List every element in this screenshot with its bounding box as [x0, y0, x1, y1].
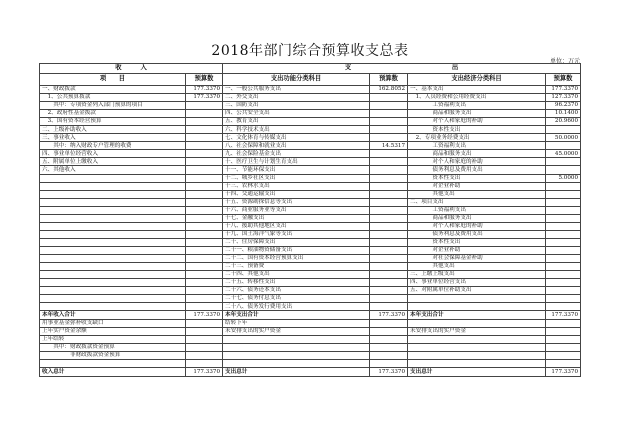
- item-cell: 工资福利支出: [408, 206, 546, 214]
- item-cell: 一、一般公共服务支出: [223, 86, 370, 94]
- budget-cell: [370, 352, 408, 360]
- budget-cell: [546, 254, 581, 262]
- item-cell: 五、对附属单位补助支出: [408, 287, 546, 295]
- budget-cell: [370, 263, 408, 271]
- budget-cell: [186, 134, 223, 142]
- budget-cell: [186, 295, 223, 303]
- budget-cell: [370, 230, 408, 238]
- budget-cell: [546, 279, 581, 287]
- budget-summary-table: [39, 63, 581, 377]
- item-cell: [40, 190, 186, 198]
- budget-cell: [370, 246, 408, 254]
- budget-cell: 45.0000: [546, 150, 581, 158]
- budget-cell: [546, 360, 581, 368]
- item-cell: [40, 295, 186, 303]
- item-cell: 商品和服务支出: [408, 150, 546, 158]
- item-cell: [40, 222, 186, 230]
- item-cell: 五、教育支出: [223, 118, 370, 126]
- table-row: [40, 230, 581, 238]
- item-cell: [40, 214, 186, 222]
- budget-cell: [370, 319, 408, 327]
- item-cell: 债务利息及费用支出: [408, 230, 546, 238]
- table-row: [40, 246, 581, 254]
- item-cell: [40, 279, 186, 287]
- item-cell: 二、上级补助收入: [40, 126, 186, 134]
- budget-cell: 177.3370: [370, 368, 408, 377]
- item-cell: [223, 335, 370, 343]
- table-row: [40, 254, 581, 262]
- table-row: [40, 118, 581, 126]
- item-cell: 结转下年: [223, 319, 370, 327]
- item-cell: 对个人和家庭的补助: [408, 158, 546, 166]
- grand-total-row: [40, 368, 581, 377]
- budget-cell: [186, 166, 223, 174]
- table-row: [40, 86, 581, 94]
- item-cell: 其中：专项资金列入部门预算的项目: [40, 102, 186, 110]
- budget-cell: [546, 198, 581, 206]
- budget-cell: [370, 343, 408, 351]
- budget-cell: [370, 303, 408, 311]
- item-cell: 对企业补助: [408, 182, 546, 190]
- budget-cell: [370, 206, 408, 214]
- table-row: [40, 303, 581, 311]
- item-cell: 十三、农林水支出: [223, 182, 370, 190]
- budget-cell: [546, 238, 581, 246]
- item-cell: 商品和服务支出: [408, 214, 546, 222]
- item-cell: 用事业基金弥补收支缺口: [40, 319, 186, 327]
- item-cell: [408, 303, 546, 311]
- budget-cell: 177.3370: [186, 311, 223, 320]
- item-cell: 十四、交通运输支出: [223, 190, 370, 198]
- budget-cell: [546, 206, 581, 214]
- item-cell: 二十七、债务付息支出: [223, 295, 370, 303]
- item-cell: 资本性支出: [408, 238, 546, 246]
- item-cell: 五、附属单位上缴收入: [40, 158, 186, 166]
- item-cell: [40, 303, 186, 311]
- item-cell: 3、国有资本经营预算: [40, 118, 186, 126]
- budget-cell: [370, 182, 408, 190]
- item-cell: 二十六、债务还本支出: [223, 287, 370, 295]
- budget-cell: [370, 327, 408, 335]
- item-cell: [40, 174, 186, 182]
- budget-cell: [370, 295, 408, 303]
- table-row: [40, 198, 581, 206]
- budget-cell: [546, 319, 581, 327]
- item-cell: 十九、国土海洋气象等支出: [223, 230, 370, 238]
- item-cell: 支出总计: [408, 368, 546, 377]
- budget-cell: [186, 271, 223, 279]
- item-cell: [408, 295, 546, 303]
- item-cell: [40, 246, 186, 254]
- budget-cell: [186, 343, 223, 351]
- budget-cell: [546, 335, 581, 343]
- budget-cell: [186, 102, 223, 110]
- budget-cell: [546, 352, 581, 360]
- item-cell: 一、基本支出: [408, 86, 546, 94]
- item-cell: 二十四、其他支出: [223, 271, 370, 279]
- budget-cell: [546, 222, 581, 230]
- table-row: [40, 360, 581, 368]
- budget-cell: [546, 263, 581, 271]
- col-item-header: 项 目: [40, 74, 186, 86]
- item-cell: 二十三、预备费: [223, 263, 370, 271]
- item-cell: 七、文化体育与传媒支出: [223, 134, 370, 142]
- item-cell: 二十五、转移性支出: [223, 279, 370, 287]
- budget-cell: [370, 174, 408, 182]
- budget-cell: 14.5317: [370, 142, 408, 150]
- item-cell: 十二、城乡社区支出: [223, 174, 370, 182]
- budget-cell: [370, 150, 408, 158]
- item-cell: 上年结转: [40, 335, 186, 343]
- table-row: [40, 263, 581, 271]
- item-cell: 对个人和家庭的补助: [408, 118, 546, 126]
- table-row: [40, 327, 581, 335]
- col-budget-header: 预算数: [186, 74, 223, 86]
- item-cell: 三、上缴上级支出: [408, 271, 546, 279]
- budget-cell: [546, 190, 581, 198]
- table-row: [40, 134, 581, 142]
- item-cell: [223, 343, 370, 351]
- budget-cell: 162.8052: [370, 86, 408, 94]
- budget-cell: 177.3370: [546, 368, 581, 377]
- budget-cell: [370, 110, 408, 118]
- table-row: [40, 166, 581, 174]
- table-row: [40, 238, 581, 246]
- item-cell: 非财政拨款资金预算: [40, 352, 186, 360]
- budget-cell: [370, 287, 408, 295]
- budget-cell: [186, 287, 223, 295]
- budget-cell: [186, 174, 223, 182]
- budget-cell: [186, 279, 223, 287]
- item-cell: [40, 254, 186, 262]
- budget-cell: 177.3370: [546, 86, 581, 94]
- item-cell: 十八、援助其他地区支出: [223, 222, 370, 230]
- budget-cell: [546, 271, 581, 279]
- table-row: [40, 150, 581, 158]
- budget-cell: [546, 166, 581, 174]
- item-cell: 十七、金融支出: [223, 214, 370, 222]
- item-cell: [40, 360, 186, 368]
- item-cell: 上年实户资金余额: [40, 327, 186, 335]
- budget-cell: [370, 118, 408, 126]
- year-total-row: [40, 311, 581, 320]
- budget-cell: [370, 279, 408, 287]
- item-cell: 其中：财政拨款资金预算: [40, 343, 186, 351]
- budget-cell: [546, 214, 581, 222]
- item-cell: [40, 230, 186, 238]
- budget-cell: 127.3370: [546, 94, 581, 102]
- item-cell: [40, 198, 186, 206]
- table-row: [40, 214, 581, 222]
- item-cell: 三、事业收入: [40, 134, 186, 142]
- item-cell: 一、财政拨款: [40, 86, 186, 94]
- budget-cell: [546, 343, 581, 351]
- table-row: [40, 319, 581, 327]
- item-cell: 对企业补助: [408, 246, 546, 254]
- item-cell: 1、人员经费和公用经费支出: [408, 94, 546, 102]
- item-cell: 二、外交支出: [223, 94, 370, 102]
- item-cell: 六、科学技术支出: [223, 126, 370, 134]
- budget-cell: [546, 295, 581, 303]
- item-cell: 十五、资源勘探信息等支出: [223, 198, 370, 206]
- table-row: [40, 158, 581, 166]
- table-row: [40, 94, 581, 102]
- item-cell: 十一、节能环保支出: [223, 166, 370, 174]
- budget-cell: [546, 142, 581, 150]
- item-cell: 六、其他收入: [40, 166, 186, 174]
- item-cell: 2、专项业务经费支出: [408, 134, 546, 142]
- table-row: [40, 110, 581, 118]
- budget-cell: [546, 230, 581, 238]
- budget-cell: [186, 360, 223, 368]
- budget-cell: [370, 134, 408, 142]
- budget-cell: [186, 142, 223, 150]
- table-row: [40, 206, 581, 214]
- budget-cell: [546, 287, 581, 295]
- item-cell: 资本性支出: [408, 174, 546, 182]
- table-row: [40, 295, 581, 303]
- item-cell: 债务利息及费用支出: [408, 166, 546, 174]
- budget-cell: [370, 335, 408, 343]
- item-cell: 对社会保障基金补助: [408, 254, 546, 262]
- budget-cell: [186, 182, 223, 190]
- col-func-header: 支出功能分类科目: [223, 74, 370, 86]
- budget-cell: 177.3370: [370, 311, 408, 320]
- item-cell: 二、项目支出: [408, 198, 546, 206]
- item-cell: [40, 287, 186, 295]
- budget-cell: 96.2370: [546, 102, 581, 110]
- budget-cell: [186, 335, 223, 343]
- item-cell: 收入总计: [40, 368, 186, 377]
- budget-cell: [186, 352, 223, 360]
- budget-cell: [186, 263, 223, 271]
- item-cell: 十六、商业服务业等支出: [223, 206, 370, 214]
- table-row: [40, 271, 581, 279]
- budget-cell: [370, 254, 408, 262]
- budget-cell: [186, 303, 223, 311]
- item-cell: [408, 343, 546, 351]
- col-budget-header: 预算数: [546, 74, 581, 86]
- table-row: [40, 352, 581, 360]
- item-cell: 未安排支出的实户资金: [408, 327, 546, 335]
- budget-cell: [186, 246, 223, 254]
- budget-cell: [370, 214, 408, 222]
- item-cell: 2、政府性基金拨款: [40, 110, 186, 118]
- item-cell: 支出总计: [223, 368, 370, 377]
- budget-cell: [370, 222, 408, 230]
- budget-cell: [546, 246, 581, 254]
- item-cell: 资本性支出: [408, 126, 546, 134]
- item-cell: [408, 360, 546, 368]
- item-cell: [223, 352, 370, 360]
- item-cell: 本年收入合计: [40, 311, 186, 320]
- item-cell: 对个人和家庭的补助: [408, 222, 546, 230]
- budget-cell: [186, 126, 223, 134]
- budget-cell: [546, 158, 581, 166]
- item-cell: [408, 319, 546, 327]
- item-cell: 二十一、粮油物资储备支出: [223, 246, 370, 254]
- item-cell: 二十、住房保障支出: [223, 238, 370, 246]
- budget-cell: 50.0000: [546, 134, 581, 142]
- col-econ-header: 支出经济分类科目: [408, 74, 546, 86]
- budget-cell: [186, 319, 223, 327]
- item-cell: [40, 271, 186, 279]
- budget-cell: 177.3370: [186, 86, 223, 94]
- budget-cell: 177.3370: [186, 368, 223, 377]
- budget-cell: 20.9600: [546, 118, 581, 126]
- budget-cell: [186, 230, 223, 238]
- budget-cell: 177.3370: [186, 94, 223, 102]
- table-row: [40, 142, 581, 150]
- table-row: [40, 279, 581, 287]
- budget-cell: [186, 222, 223, 230]
- income-header: 收 入: [40, 64, 223, 74]
- budget-cell: [370, 238, 408, 246]
- item-cell: [40, 263, 186, 271]
- item-cell: 1、公共预算拨款: [40, 94, 186, 102]
- col-budget-header: 预算数: [370, 74, 408, 86]
- budget-cell: [370, 126, 408, 134]
- expense-header: 支 出: [223, 64, 581, 74]
- budget-cell: [186, 110, 223, 118]
- budget-cell: [186, 150, 223, 158]
- budget-cell: [186, 158, 223, 166]
- item-cell: 八、社会保障和就业支出: [223, 142, 370, 150]
- budget-cell: [186, 206, 223, 214]
- budget-cell: [186, 327, 223, 335]
- item-cell: 其他支出: [408, 190, 546, 198]
- budget-cell: [546, 303, 581, 311]
- budget-cell: [186, 198, 223, 206]
- table-row: [40, 174, 581, 182]
- item-cell: 十、医疗卫生与计划生育支出: [223, 158, 370, 166]
- item-cell: 未安排支出的实户资金: [223, 327, 370, 335]
- item-cell: [40, 238, 186, 246]
- budget-cell: [370, 190, 408, 198]
- item-cell: 四、事业单位经营收入: [40, 150, 186, 158]
- budget-cell: [546, 182, 581, 190]
- budget-cell: [186, 118, 223, 126]
- item-cell: 商品和服务支出: [408, 110, 546, 118]
- unit-label: 单位：万元: [549, 58, 580, 65]
- budget-cell: 177.3370: [546, 311, 581, 320]
- item-cell: [40, 206, 186, 214]
- item-cell: 工资福利支出: [408, 102, 546, 110]
- table-row: [40, 102, 581, 110]
- budget-cell: [370, 360, 408, 368]
- item-cell: [223, 360, 370, 368]
- budget-cell: [370, 166, 408, 174]
- budget-cell: 10.1400: [546, 110, 581, 118]
- table-row: [40, 182, 581, 190]
- table-row: [40, 126, 581, 134]
- table-row: [40, 287, 581, 295]
- item-cell: [408, 335, 546, 343]
- budget-cell: [186, 214, 223, 222]
- item-cell: 本年支出合计: [408, 311, 546, 320]
- item-cell: 二十二、国有资本经营预算支出: [223, 254, 370, 262]
- budget-cell: [370, 94, 408, 102]
- budget-cell: [370, 102, 408, 110]
- item-cell: 本年支出合计: [223, 311, 370, 320]
- budget-cell: [186, 238, 223, 246]
- budget-cell: 5.0000: [546, 174, 581, 182]
- item-cell: 工资福利支出: [408, 142, 546, 150]
- item-cell: 其他支出: [408, 263, 546, 271]
- budget-cell: [186, 190, 223, 198]
- budget-cell: [370, 158, 408, 166]
- item-cell: [408, 352, 546, 360]
- item-cell: 四、事业单位经营支出: [408, 279, 546, 287]
- item-cell: 四、公共安全支出: [223, 110, 370, 118]
- budget-cell: [370, 198, 408, 206]
- page-title: 2018年部门综合预算收支总表: [211, 43, 409, 59]
- item-cell: 三、国防支出: [223, 102, 370, 110]
- item-cell: 其中：纳入财政专户管理的收费: [40, 142, 186, 150]
- item-cell: 九、社会保险基金支出: [223, 150, 370, 158]
- budget-cell: [546, 126, 581, 134]
- budget-cell: [186, 254, 223, 262]
- table-row: [40, 335, 581, 343]
- table-row: [40, 222, 581, 230]
- budget-cell: [546, 327, 581, 335]
- table-row: [40, 343, 581, 351]
- item-cell: [40, 182, 186, 190]
- table-row: [40, 190, 581, 198]
- budget-cell: [370, 271, 408, 279]
- item-cell: 二十八、债务发行费用支出: [223, 303, 370, 311]
